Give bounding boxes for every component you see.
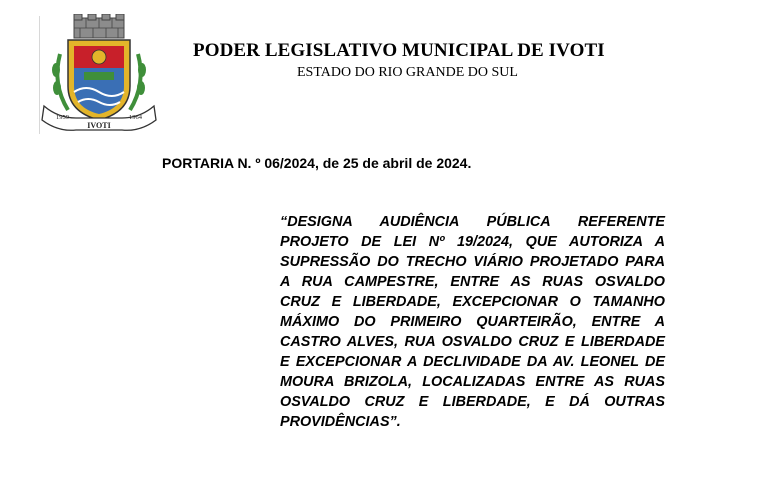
crest-banner-text: IVOTI [87,121,111,130]
municipal-coat-of-arms [38,14,160,136]
mural-crown-icon [74,14,124,38]
ementa-text: “DESIGNA AUDIÊNCIA PÚBLICA REFERENTE PROJETO DE LEI Nº 19/2024, QUE AUTORIZA A SUPRESSÃO DO TRECHO VIÁRIO PROJETADO PARA A RUA CAMPESTRE, ENTRE AS RUAS OSVALDO CRUZ E LIBERDADE, EXCEPCIONAR O TAMANHO MÁXIMO DO PRIMEIRO QUARTEIRÃO, ENTRE A CASTRO ALVES, RUA OSVALDO CRUZ E LIBERDADE E EXCEPCIONAR A DECLIVIDADE DA AV. LEONEL DE MOURA BRIZOLA, LOCALIZADAS ENTRE AS RUAS OSVALDO CRUZ E LIBERDADE, E DÁ OUTRAS PROVIDÊNCIAS”. [280,214,665,430]
shield-icon [68,40,130,120]
crest-year-right: 1964 [129,114,142,121]
crest-year-left: 1959 [56,114,69,121]
header-title: PODER LEGISLATIVO MUNICIPAL DE IVOTI [193,40,605,61]
portaria-heading: PORTARIA N. º 06/2024, de 25 de abril de 2024. [162,155,472,171]
header-subtitle: ESTADO DO RIO GRANDE DO SUL [297,65,518,80]
